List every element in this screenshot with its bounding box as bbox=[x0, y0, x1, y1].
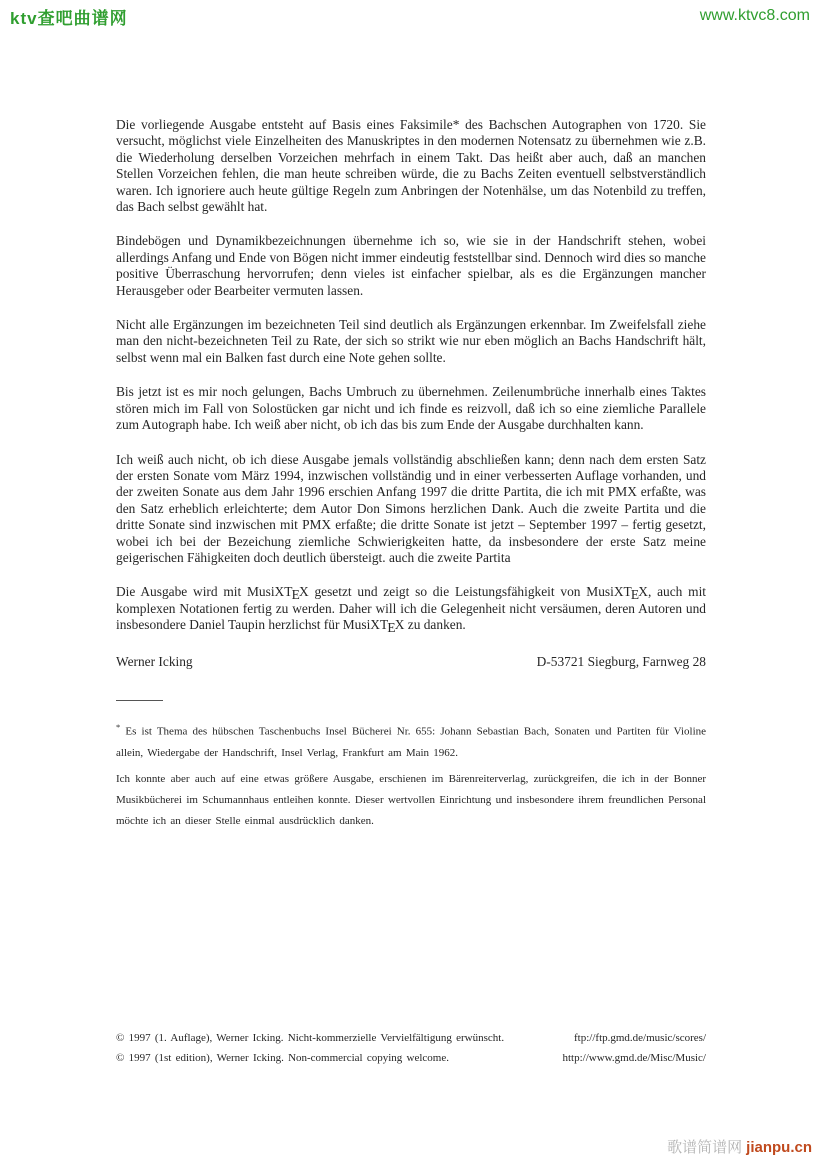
author-address: D-53721 Siegburg, Farnweg 28 bbox=[536, 653, 706, 669]
copyright-http-url: http://www.gmd.de/Misc/Music/ bbox=[562, 1052, 706, 1064]
watermark-site-name: 歌谱简谱网 bbox=[667, 1139, 743, 1156]
copyright-ftp-url: ftp://ftp.gmd.de/music/scores/ bbox=[574, 1032, 706, 1044]
watermark-domain: jianpu.cn bbox=[746, 1139, 812, 1156]
footnote-2: Ich konnte aber auch auf eine etwas größere Ausgabe, erschienen im Bärenreiterverlag, zurückgreifen, die ich in der Bonner Musikbücherei im Schumannhaus entleihen konnte. Dieser wertvollen Einrichtung und insbesondere ihrem freundlichen Personal möchte ich an dieser Stelle einmal ausdrücklich danken. bbox=[116, 772, 706, 827]
paragraph-umbruch: Bis jetzt ist es mir noch gelungen, Bachs Umbruch zu übernehmen. Zeilenumbrüche innerhalb eines Taktes stören mich im Fall von Solostücken gar nicht und ich finde es reizvoll, daß ich so eine ziemliche Parallele zum Autograph habe. Ich weiß aber nicht, ob ich das bis zum Ende der Ausgabe durchhalten kann. bbox=[116, 384, 706, 433]
copyright-row-english bbox=[116, 1048, 706, 1068]
paragraph-ausgabe-status: Ich weiß auch nicht, ob ich diese Ausgabe jemals vollständig abschließen kann; denn nach dem ersten Satz der ersten Sonate vom März 1994, inzwischen vollständig und in einer verbesserten Auflage vorhanden, und der zweiten Sonate aus dem Jahr 1996 erschien Anfang 1997 die dritte Partita, die ich mit PMX erfaßte, was den Satz erheblich erleichterte; dem Autor Don Simons herzlichen Dank. Auch die zweite Partita und die dritte Sonate sind inzwischen mit PMX erfaßte; die dritte Sonate ist jetzt – September 1997 – fertig gesetzt, wobei ich bei der Bezeichung ziemliche Schwierigkeiten hatte, da insbesondere der erste Satz meine geigerischen Fähigkeiten doch deutlich übersteigt. auch die zweite Partita bbox=[116, 451, 706, 565]
paragraph-bindeboegen: Bindebögen und Dynamikbezeichnungen übernehme ich so, wie sie in der Handschrift stehen, wobei allerdings Anfang und Ende von Bögen nicht immer eindeutig feststellbar sind. Dennoch wird dies so manche positive Überraschung hervorrufen; denn vieles ist einfacher spielbar, als es die Ergänzungen mancher Herausgeber oder Bearbeiter vermuten lassen. bbox=[116, 233, 706, 298]
author-name: Werner Icking bbox=[116, 653, 193, 669]
footnote-1-text: Es ist Thema des hübschen Taschenbuchs Insel Bücherei Nr. 655: Johann Sebastian Bach, Sonaten und Partiten für Violine allein, Wiedergabe der Handschrift, Insel Verlag, Frankfurt am Main 1962. bbox=[116, 725, 707, 759]
watermark-top-right: www.ktvc8.com bbox=[699, 7, 810, 24]
copyright-german-text: © 1997 (1. Auflage), Werner Icking. Nicht-kommerzielle Vervielfältigung erwünscht. bbox=[116, 1032, 505, 1044]
paragraph-ergaenzungen: Nicht alle Ergänzungen im bezeichneten Teil sind deutlich als Ergänzungen erkennbar. Im Zweifelsfall ziehe man den nicht-bezeichneten Teil zu Rate, der sich so strikt wie nur eben möglich an Bachs Handschrift hält, selbst wenn mal ein Balken fast durch eine Note gehen sollte. bbox=[116, 317, 706, 365]
footnote-marker: * bbox=[116, 721, 121, 732]
paragraph-musixtex: Die Ausgabe wird mit MusiXTEX gesetzt und zeigt so die Leistungsfähigkeit von MusiXTEX, auch mit komplexen Notationen fertig zu werden. Daher will ich die Gelegenheit nicht versäumen, deren Autoren und insbesondere Daniel Taupin herzlichst für MusiXTEX zu danken. bbox=[116, 584, 707, 636]
signature-row bbox=[116, 654, 706, 670]
watermark-top-left: ktv查吧曲谱网 bbox=[10, 9, 128, 28]
paragraph-faksimile: Die vorliegende Ausgabe entsteht auf Basis eines Faksimile* des Bachschen Autographen von 1720. Sie versucht, möglichst viele Einzelheiten des Manuskriptes in den modernen Notensatz zu übernehmen wie z.B. die Wiederholung derselben Vorzeichen mehrfach in einem Takt. Das heißt aber auch, daß an manchen Stellen Vorzeichen fehlen, die man heute schreiben würde, die zu Bachs Zeiten eventuell selbstverständlich waren. Ich ignoriere auch heute gültige Regeln zum Anbringen der Notenhälse, um das Notenbild zu treffen, das Bach selbst gewählt hat. bbox=[116, 117, 706, 215]
body-text bbox=[116, 117, 706, 837]
copyright-block bbox=[116, 1028, 706, 1068]
footnote-rule bbox=[116, 700, 163, 701]
copyright-row-german bbox=[116, 1028, 706, 1048]
watermark-bottom-right bbox=[667, 1136, 812, 1157]
copyright-english-text: © 1997 (1st edition), Werner Icking. Non-commercial copying welcome. bbox=[116, 1052, 449, 1064]
footnotes bbox=[116, 717, 706, 832]
footnote-1 bbox=[116, 717, 706, 764]
